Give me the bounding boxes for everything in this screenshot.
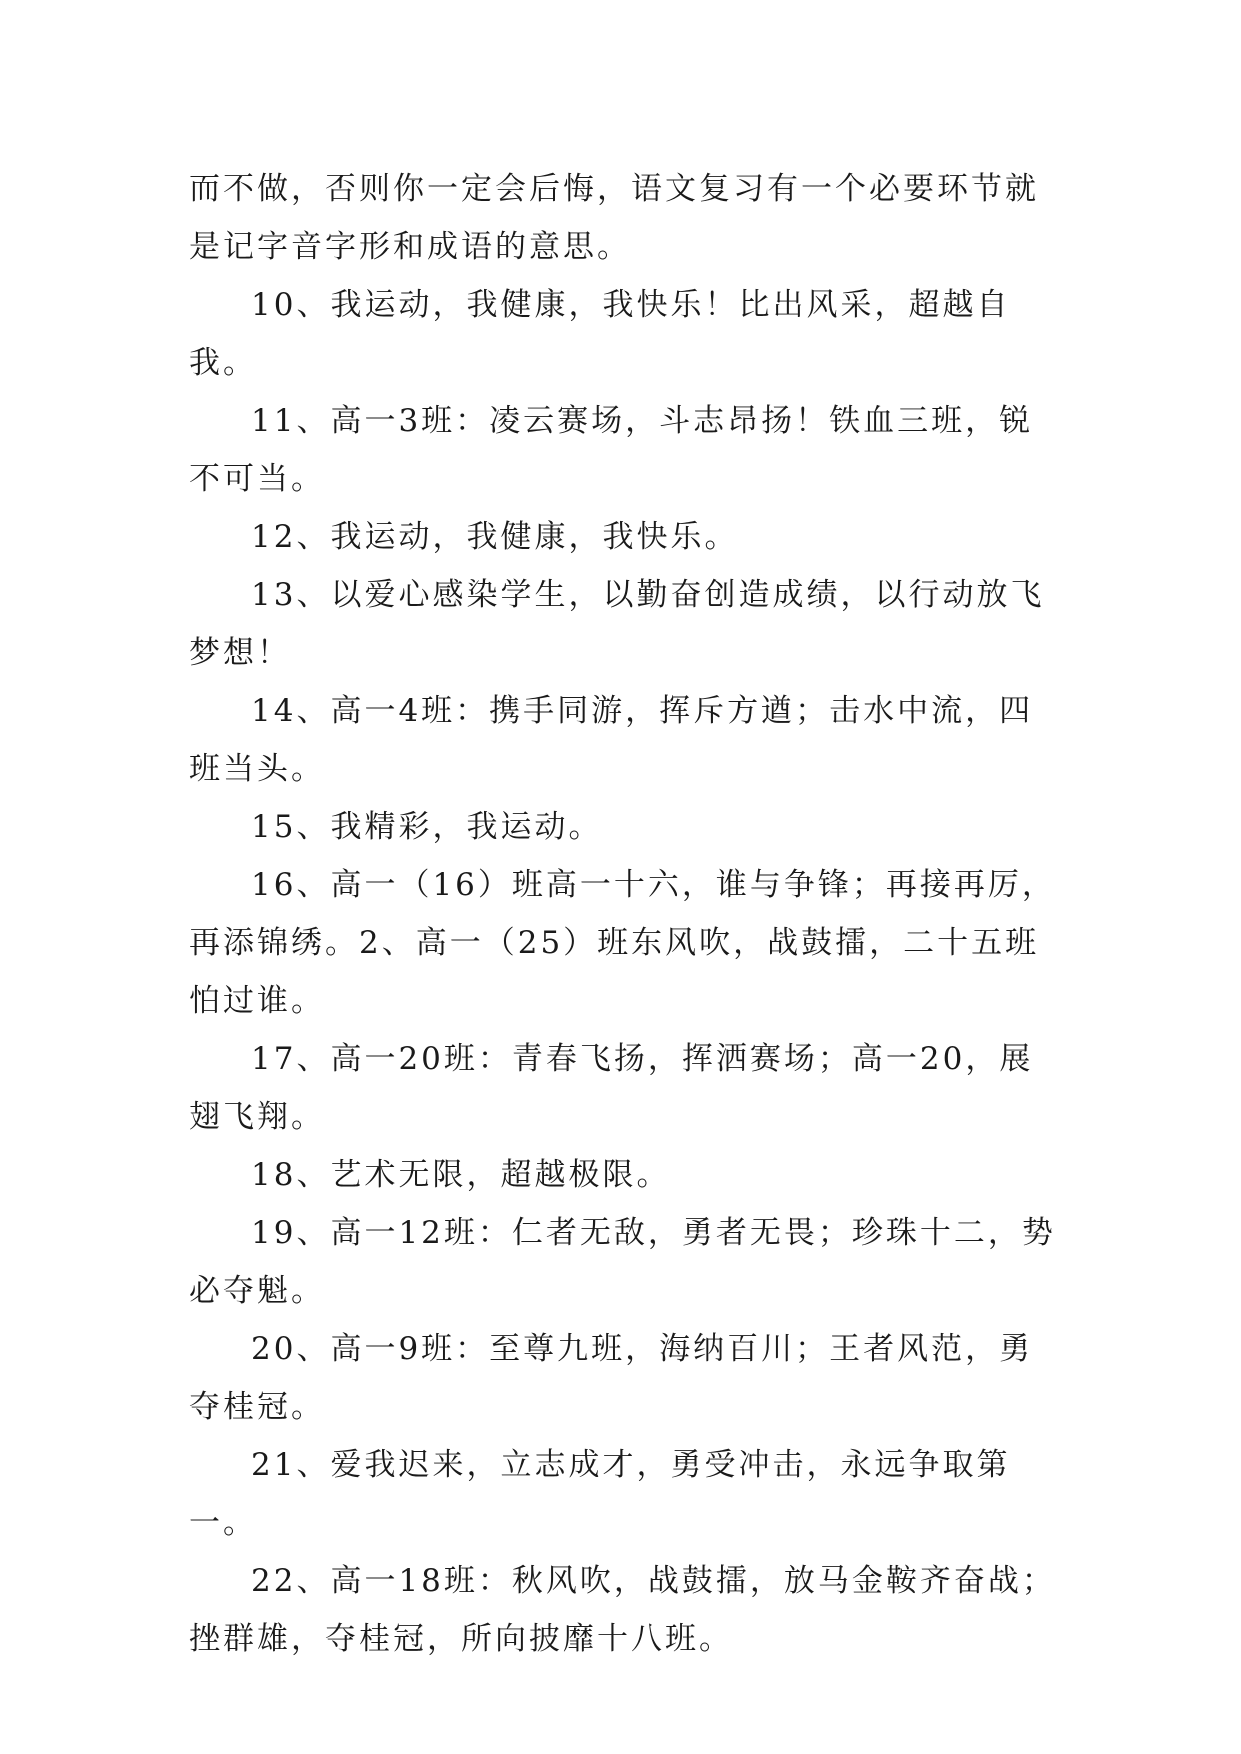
paragraph-item-11: 11、高一3班：凌云赛场，斗志昂扬！铁血三班，锐不可当。 <box>189 403 1034 497</box>
paragraph-item-20: 20、高一9班：至尊九班，海纳百川；王者风范，勇夺桂冠。 <box>189 1331 1034 1425</box>
paragraph-item-16: 16、高一（16）班高一十六，谁与争锋；再接再厉，再添锦绣。2、高一（25）班东风吹，战鼓擂，二十五班怕过谁。 <box>189 867 1056 1019</box>
paragraph-continuation: 而不做，否则你一定会后悔，语文复习有一个必要环节就是记字音字形和成语的意思。 <box>189 171 1039 265</box>
paragraph-item-22: 22、高一18班：秋风吹，战鼓擂，放马金鞍齐奋战；挫群雄，夺桂冠，所向披靡十八班。 <box>189 1563 1056 1657</box>
paragraph-item-10: 10、我运动，我健康，我快乐！比出风采，超越自我。 <box>189 287 1011 381</box>
paragraph-item-19: 19、高一12班：仁者无敌，勇者无畏；珍珠十二，势必夺魁。 <box>189 1215 1056 1309</box>
paragraph-item-12: 12、我运动，我健康，我快乐。 <box>251 519 739 555</box>
paragraph-item-21: 21、爱我迟来，立志成才，勇受冲击，永远争取第一。 <box>189 1447 1011 1541</box>
paragraph-item-17: 17、高一20班：青春飞扬，挥洒赛场；高一20，展翅飞翔。 <box>189 1041 1034 1135</box>
paragraph-item-18: 18、艺术无限，超越极限。 <box>251 1157 671 1193</box>
paragraph-item-13: 13、以爱心感染学生，以勤奋创造成绩，以行动放飞梦想！ <box>189 577 1045 671</box>
paragraph-item-14: 14、高一4班：携手同游，挥斥方遒；击水中流，四班当头。 <box>189 693 1034 787</box>
document-body <box>189 160 1059 1668</box>
paragraph-item-15: 15、我精彩，我运动。 <box>251 809 603 845</box>
